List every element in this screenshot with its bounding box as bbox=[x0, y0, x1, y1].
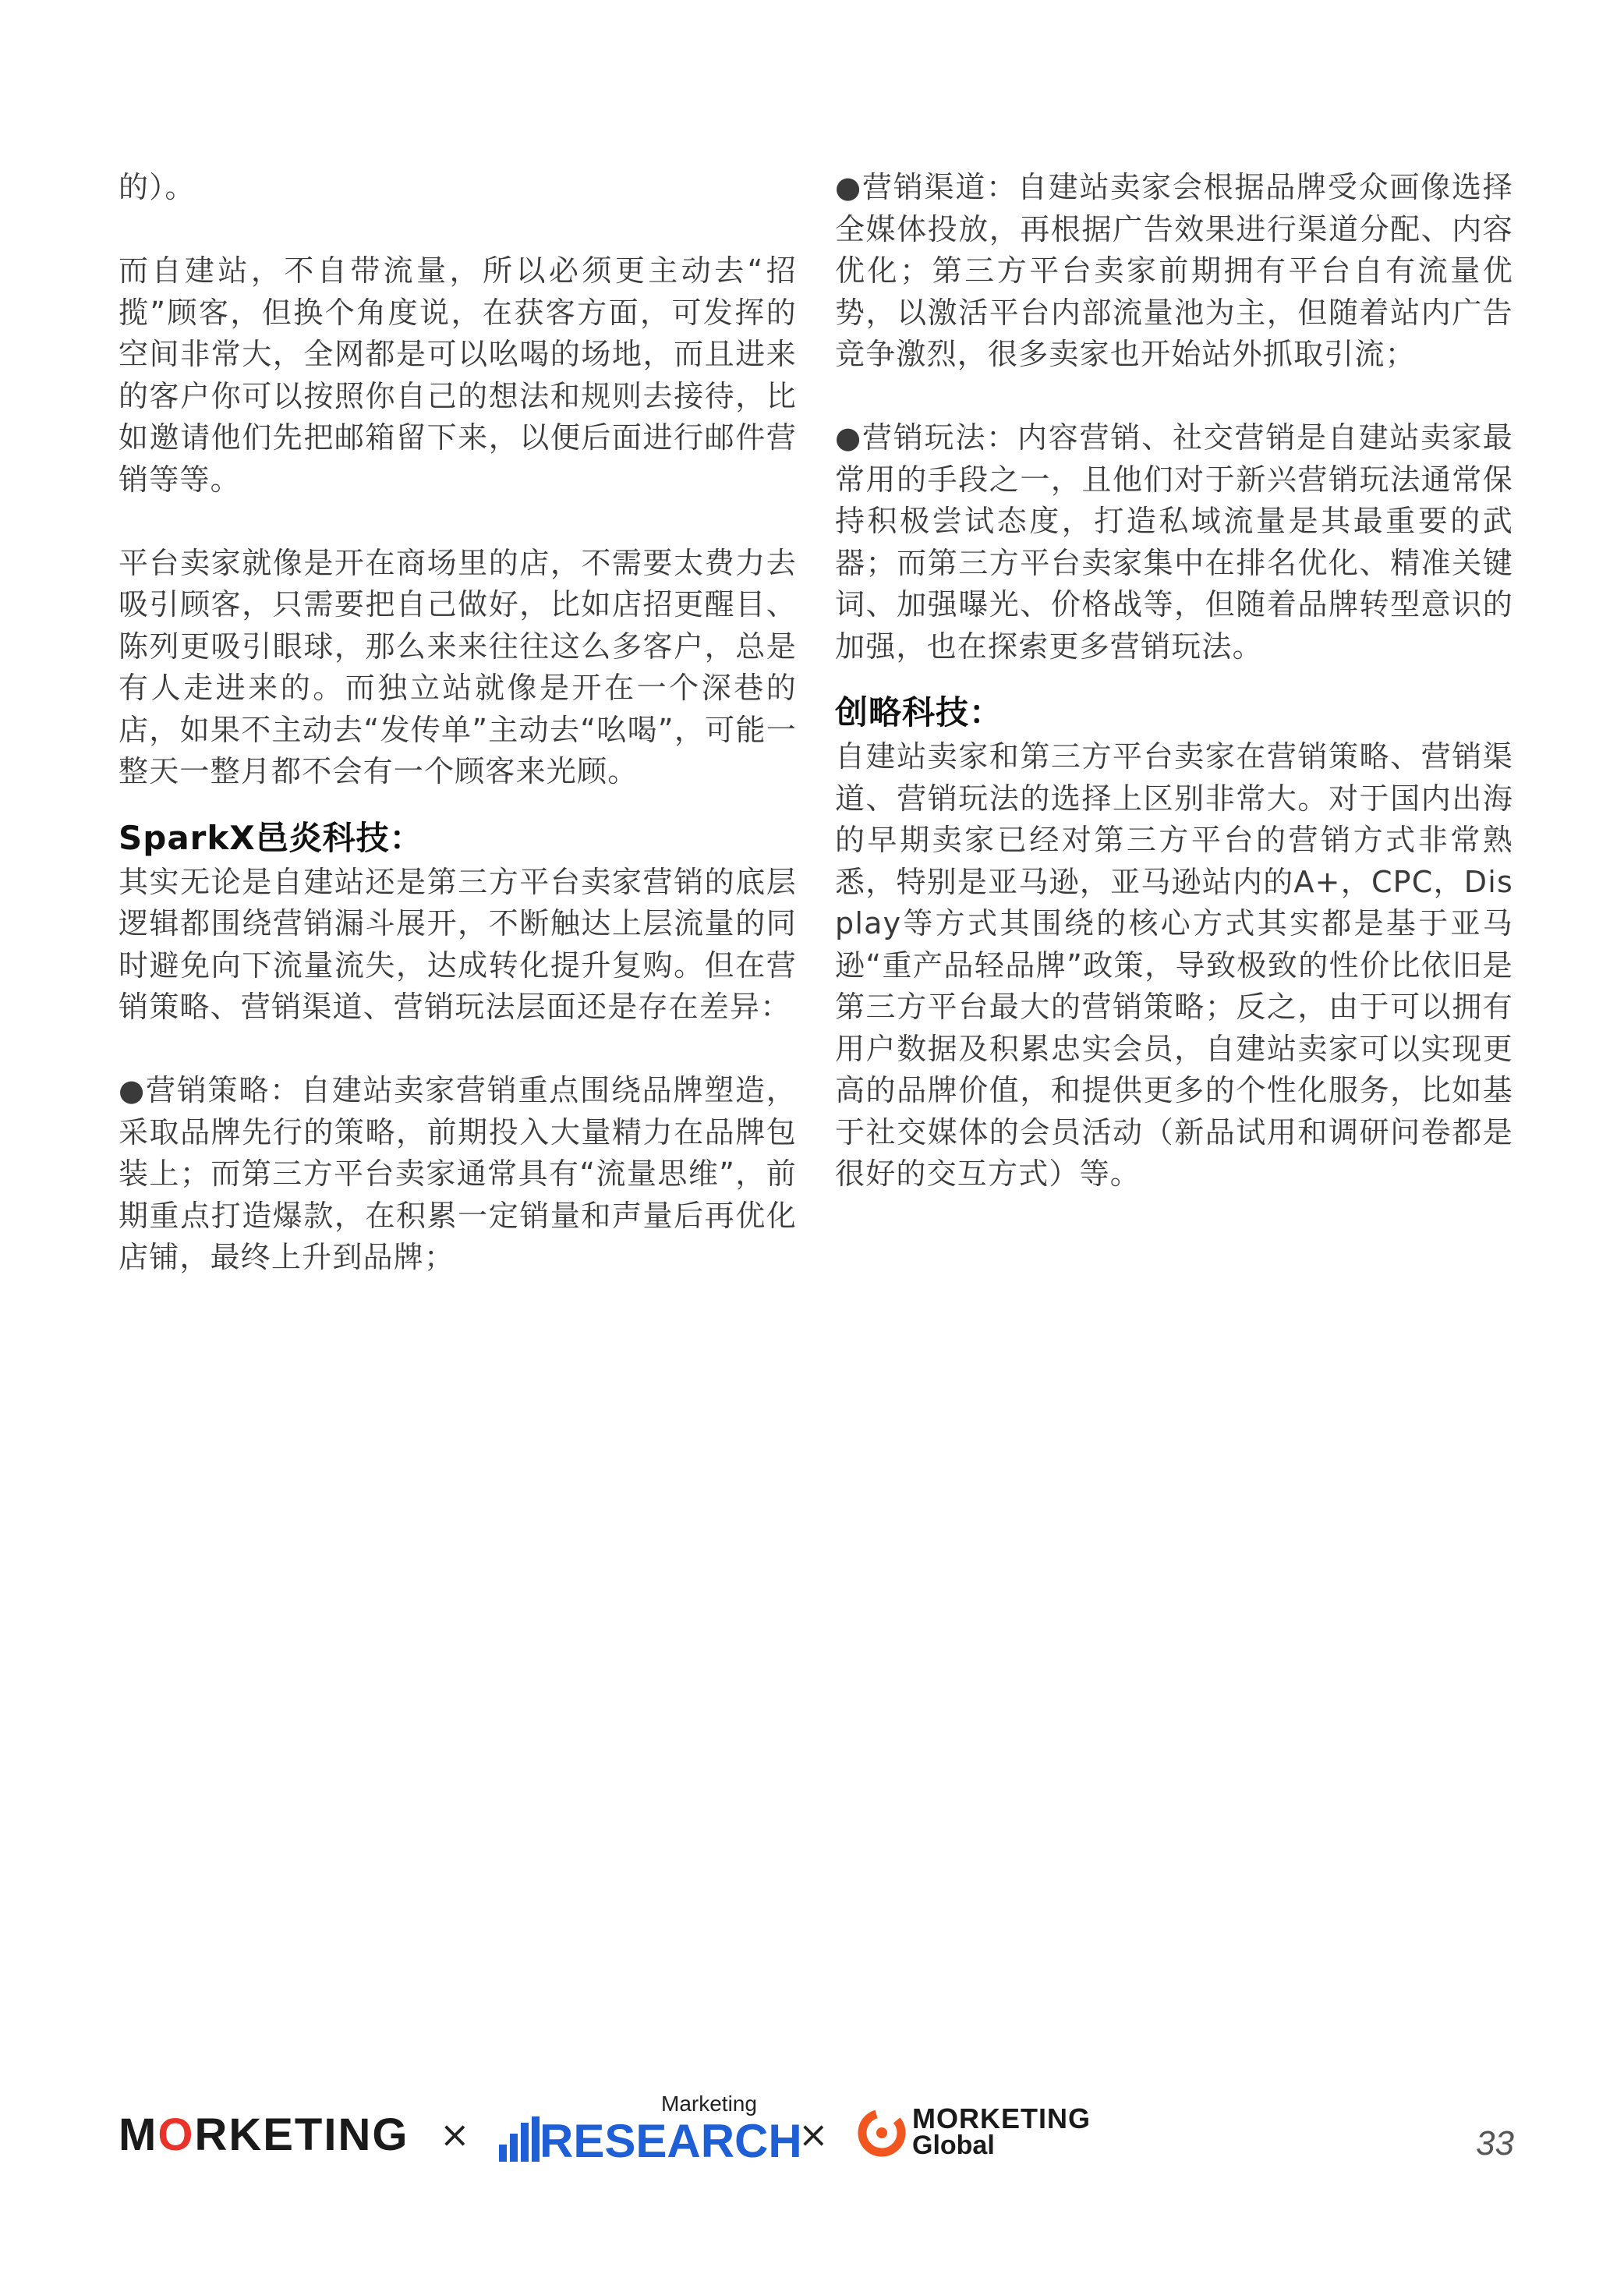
marketing-research-logo bbox=[499, 2092, 802, 2170]
bullet-paragraph: ●营销玩法：内容营销、社交营销是自建站卖家最常用的手段之一，且他们对于新兴营销玩法通常保持积极尝试态度，打造私域流量是其最重要的武器；而第三方平台卖家集中在排名优化、精准关键词、加强曝光、价格战等，但随着品牌转型意识的加强，也在探索更多营销玩法。 bbox=[835, 420, 1513, 664]
logo-o-mark: O bbox=[157, 2109, 195, 2160]
paragraph: 的）。 bbox=[119, 170, 196, 204]
paragraph: 自建站卖家和第三方平台卖家在营销策略、营销渠道、营销玩法的选择上区别非常大。对于国内出海的早期卖家已经对第三方平台的营销方式非常熟悉，特别是亚马逊，亚马逊站内的A+，CPC，Display等方式其围绕的核心方式其实都是基于亚马逊“重产品轻品牌”政策，导致极致的性价比依旧是第三方平台最大的营销策略；反之，由于可以拥有用户数据及积累忠实会员，自建站卖家可以实现更高的品牌价值，和提供更多的个性化服务，比如基于社交媒体的会员活动（新品试用和调研问卷都是很好的交互方式）等。 bbox=[835, 739, 1513, 1191]
separator-x: × bbox=[798, 2113, 829, 2155]
page-number: 33 bbox=[1476, 2124, 1514, 2162]
paragraph: 其实无论是自建站还是第三方平台卖家营销的底层逻辑都围绕营销漏斗展开，不断触达上层流量的同时避免向下流量流失，达成转化提升复购。但在营销策略、营销渠道、营销玩法层面还是存在差异： bbox=[119, 864, 797, 1024]
morketing-global-icon bbox=[858, 2109, 906, 2157]
morketing-logo: MORKETING bbox=[119, 2109, 409, 2160]
bar-chart-icon bbox=[499, 2116, 540, 2162]
bullet-paragraph: ●营销渠道：自建站卖家会根据品牌受众画像选择全媒体投放，再根据广告效果进行渠道分配、内容优化；第三方平台卖家前期拥有平台自有流量优势，以激活平台内部流量池为主，但随着站内广告竞争激烈，很多卖家也开始站外抓取引流； bbox=[835, 170, 1513, 371]
paragraph: 平台卖家就像是开在商场里的店，不需要太费力去吸引顾客，只需要把自己做好，比如店招更醒目、陈列更吸引眼球，那么来来往往这么多客户，总是有人走进来的。而独立站就像是开在一个深巷的店，如果不主动去“发传单”主动去“吆喝”，可能一整天一整月都不会有一个顾客来光顾。 bbox=[119, 545, 797, 788]
logo-marketing-text: Marketing bbox=[661, 2092, 757, 2116]
logo-global-line2: Global bbox=[912, 2131, 995, 2160]
section-heading-chuanglue: 创略科技： bbox=[835, 693, 1003, 731]
separator-x: × bbox=[440, 2113, 470, 2155]
right-column bbox=[835, 167, 1513, 1195]
section-heading-sparkx: SparkX邑炎科技： bbox=[119, 818, 423, 857]
bullet-paragraph: ●营销策略：自建站卖家营销重点围绕品牌塑造，采取品牌先行的策略，前期投入大量精力在品牌包装上；而第三方平台卖家通常具有“流量思维”，前期重点打造爆款，在积累一定销量和声量后再优化店铺，最终上升到品牌； bbox=[119, 1073, 797, 1274]
footer bbox=[119, 2084, 1514, 2170]
logo-research-text: RESEARCH bbox=[540, 2115, 802, 2167]
left-column bbox=[119, 167, 797, 1279]
logo-global-line1: MORKETING bbox=[912, 2102, 1091, 2134]
paragraph: 而自建站，不自带流量，所以必须更主动去“招揽”顾客，但换个角度说，在获客方面，可发挥的空间非常大，全网都是可以吆喝的场地，而且进来的客户你可以按照你自己的想法和规则去接待，比如邀请他们先把邮箱留下来，以便后面进行邮件营销等等。 bbox=[119, 253, 797, 497]
morketing-global-logo bbox=[858, 2102, 1107, 2165]
